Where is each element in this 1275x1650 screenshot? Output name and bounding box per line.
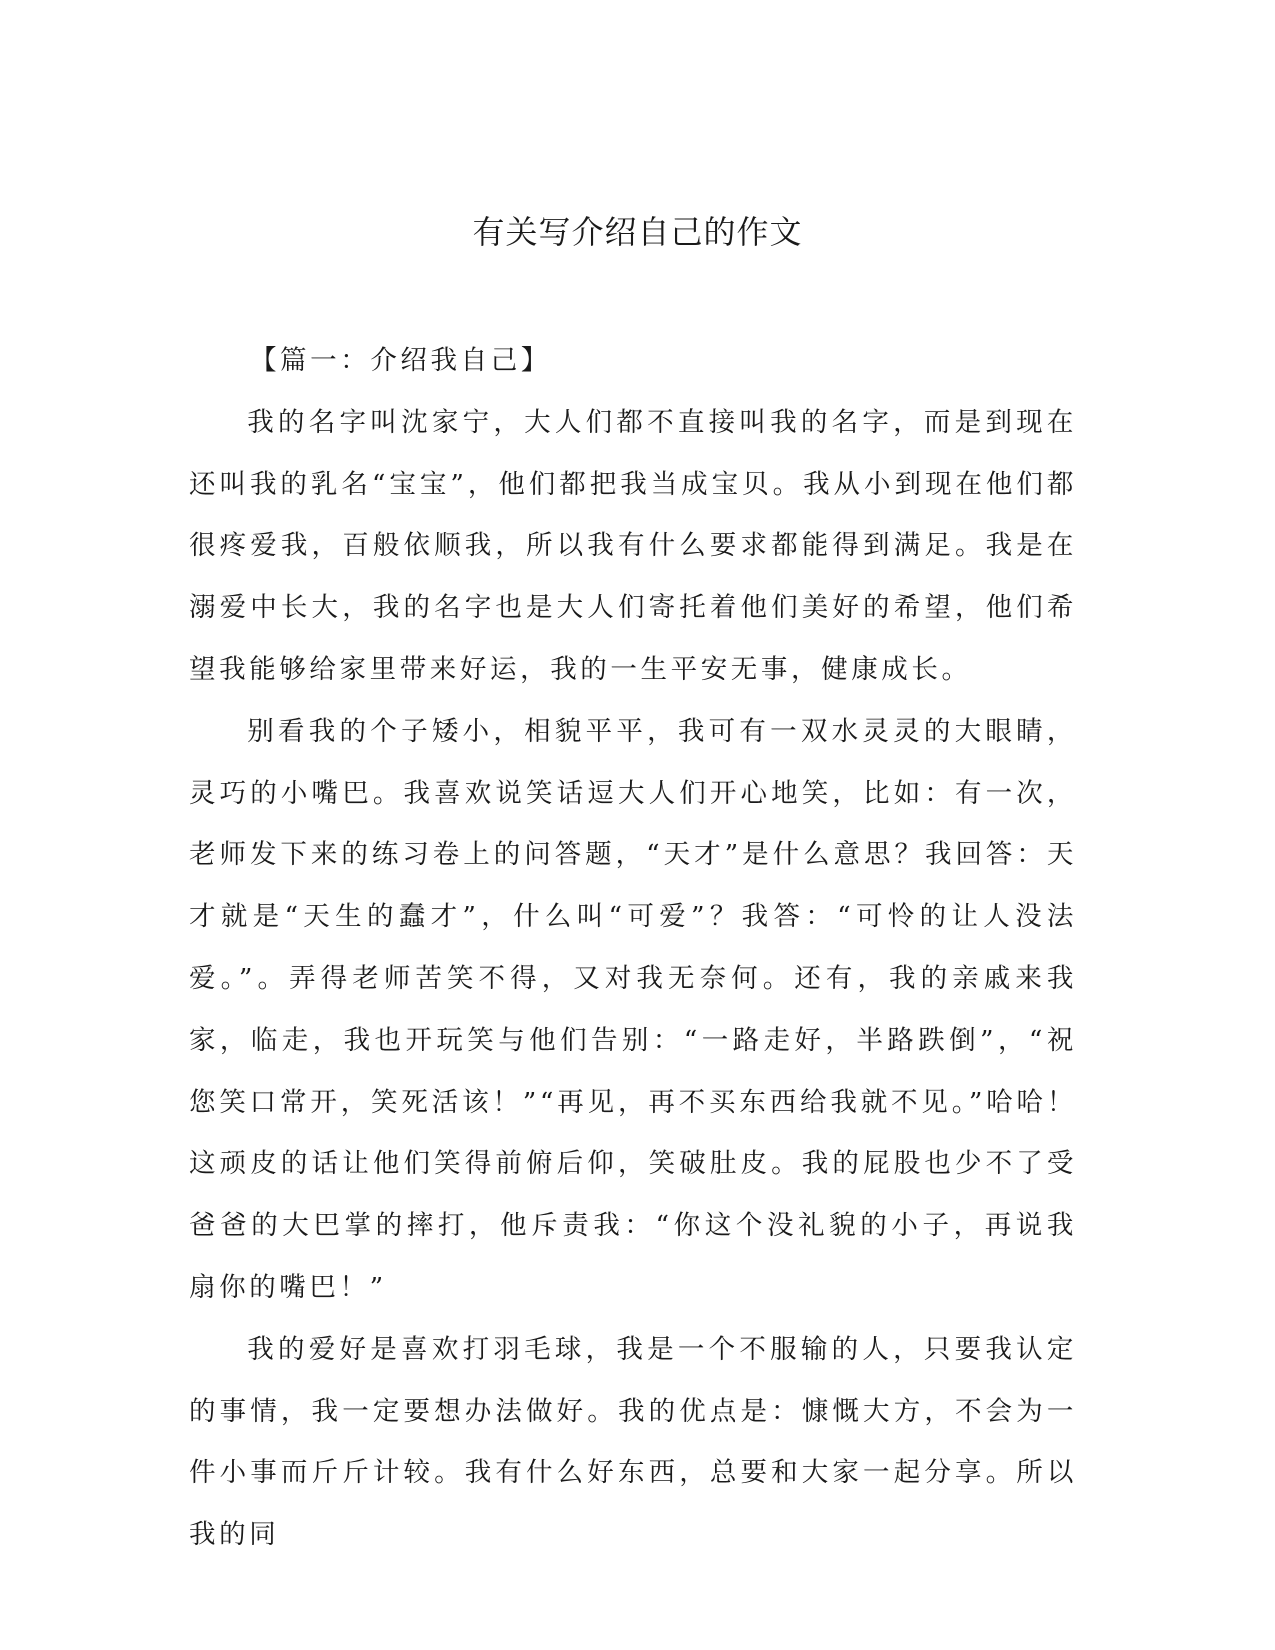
paragraph-1: 我的名字叫沈家宁，大人们都不直接叫我的名字，而是到现在还叫我的乳名“宝宝”，他们都把我当成宝贝。我从小到现在他们都很疼爱我，百般依顺我，所以我有什么要求都能得到满足。我是在溺爱中长大，我的名字也是大人们寄托着他们美好的希望，他们希望我能够给家里带来好运，我的一生平安无事，健康成长。 xyxy=(189,406,1077,685)
document-body xyxy=(189,330,1077,1566)
paragraph-2: 别看我的个子矮小，相貌平平，我可有一双水灵灵的大眼睛，灵巧的小嘴巴。我喜欢说笑话逗大人们开心地笑，比如：有一次，老师发下来的练习卷上的问答题，“天才”是什么意思？我回答：天才就是“天生的蠢才”，什么叫“可爱”？我答：“可怜的让人没法爱。”。弄得老师苦笑不得，又对我无奈何。还有，我的亲戚来我家，临走，我也开玩笑与他们告别：“一路走好，半路跌倒”，“祝您笑口常开，笑死活该！”“再见，再不买东西给我就不见。”哈哈！这顽皮的话让他们笑得前俯后仰，笑破肚皮。我的屁股也少不了受爸爸的大巴掌的摔打，他斥责我：“你这个没礼貌的小子，再说我扇你的嘴巴！” xyxy=(189,715,1077,1303)
document-title: 有关写介绍自己的作文 xyxy=(472,213,803,251)
section-heading: 【篇一：介绍我自己】 xyxy=(249,345,551,376)
paragraph-3: 我的爱好是喜欢打羽毛球，我是一个不服输的人，只要我认定的事情，我一定要想办法做好。我的优点是：慷慨大方，不会为一件小事而斤斤计较。我有什么好东西，总要和大家一起分享。所以我的同 xyxy=(189,1333,1077,1551)
